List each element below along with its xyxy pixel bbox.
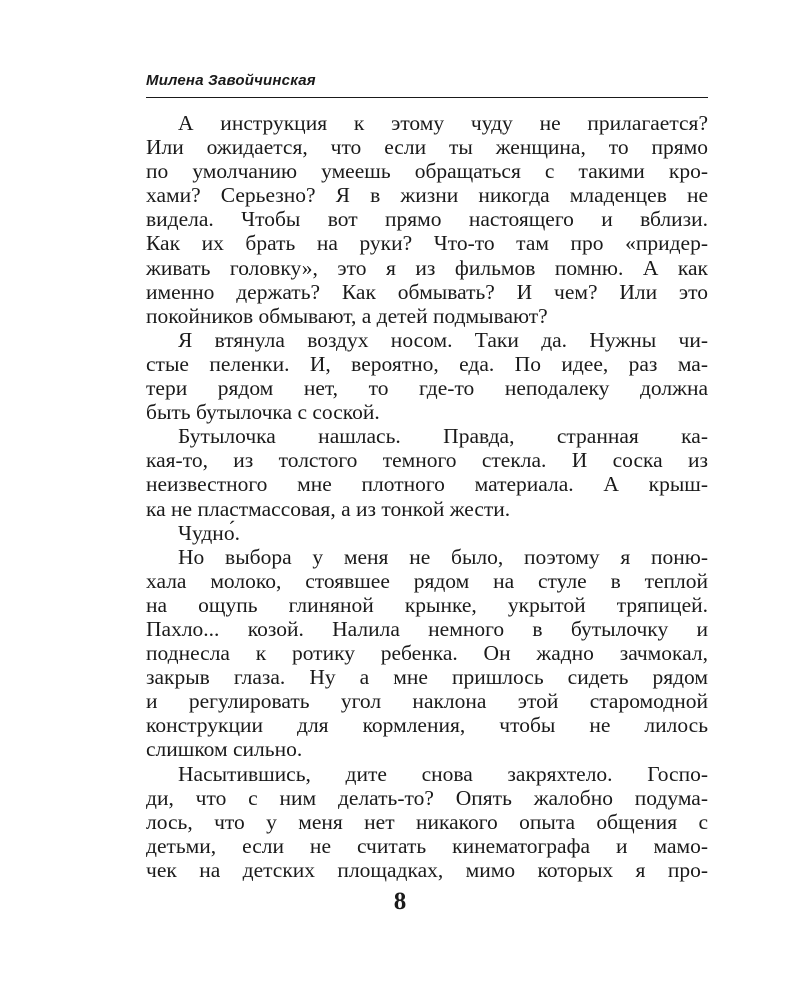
text-line: поднесла к ротику ребенка. Он жадно зачмокал, [146, 641, 708, 666]
paragraph [146, 328, 708, 424]
text-line: Как их брать на руки? Что-то там про «придер- [146, 231, 708, 256]
text-line: Насытившись, дите снова закряхтело. Госпо- [178, 761, 708, 786]
paragraph [146, 111, 708, 328]
text-line: А инструкция к этому чуду не прилагается? [178, 111, 708, 135]
text-line: стые пеленки. И, вероятно, еда. По идее, раз ма- [146, 351, 708, 376]
text-line: тери рядом нет, то где-то неподалеку должна [146, 376, 708, 401]
text-line: и регулировать угол наклона этой старомодной [146, 689, 708, 714]
text-line: кая-то, из толстого темного стекла. И соска из [146, 448, 708, 473]
running-header [146, 71, 708, 98]
text-line: Чудно́. [178, 520, 240, 545]
text-line: слишком сильно. [146, 737, 303, 762]
text-line: детьми, если не считать кинематографа и мамо- [146, 833, 708, 858]
text-line: конструкции для кормления, чтобы не лилось [146, 713, 708, 738]
author-name: Милена Завойчинская [146, 72, 316, 89]
text-line: хала молоко, стоявшее рядом на стуле в теплой [146, 568, 708, 593]
text-line: Бутылочка нашлась. Правда, странная ка- [178, 424, 708, 449]
text-line: Я втянула воздух носом. Таки да. Нужны чи- [178, 327, 708, 352]
text-line: Но выбора у меня не было, поэтому я поню- [178, 544, 708, 569]
text-line: по умолчанию умеешь обращаться с такими кро- [146, 159, 708, 184]
text-line: покойников обмывают, а детей подмывают? [146, 303, 548, 328]
text-line: лось, что у меня нет никакого опыта общения с [146, 809, 708, 834]
paragraph [146, 521, 708, 545]
text-line: чек на детских площадках, мимо которых я про- [146, 857, 708, 882]
text-line: ди, что с ним делать-то? Опять жалобно подума- [146, 785, 708, 810]
text-line: на ощупь глиняной крынке, укрытой тряпицей. [146, 592, 708, 617]
text-line: именно держать? Как обмывать? И чем? Или это [146, 279, 708, 304]
body-text [146, 111, 708, 882]
text-line: Или ожидается, что если ты женщина, то прямо [146, 135, 708, 160]
text-line: видела. Чтобы вот прямо настоящего и вблизи. [146, 207, 708, 232]
text-line: закрыв глаза. Ну а мне пришлось сидеть рядом [146, 665, 708, 690]
text-line: быть бутылочка с соской. [146, 400, 380, 425]
text-line: ка не пластмассовая, а из тонкой жести. [146, 496, 511, 521]
text-line: неизвестного мне плотного материала. А крыш- [146, 472, 708, 497]
paragraph [146, 424, 708, 520]
text-line: Пахло... козой. Налила немного в бутылочку и [146, 616, 708, 641]
text-line: живать головку», это я из фильмов помню. А как [146, 255, 708, 280]
page-number: 8 [393, 888, 407, 915]
paragraph [146, 762, 708, 882]
text-line: хами? Серьезно? Я в жизни никогда младенцев не [146, 183, 708, 208]
paragraph [146, 545, 708, 762]
